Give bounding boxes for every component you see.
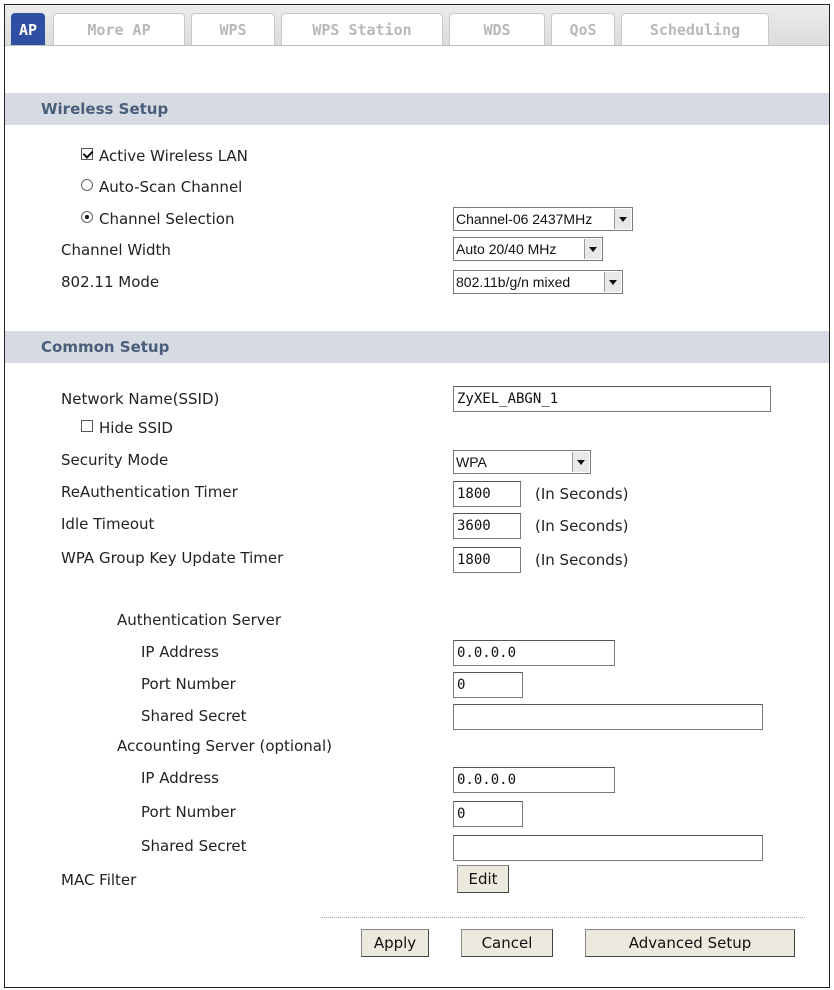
auth-server-title: Authentication Server (117, 611, 282, 629)
tab-qos[interactable]: QoS (551, 13, 615, 45)
wireless-settings-panel (4, 4, 830, 988)
auth-ip-label: IP Address (141, 643, 219, 661)
mac-filter-edit-button[interactable]: Edit (457, 865, 509, 893)
hide-ssid-checkbox[interactable] (81, 420, 93, 432)
group-key-timer-label: WPA Group Key Update Timer (61, 549, 284, 567)
group-key-seconds-unit: (In Seconds) (535, 551, 629, 569)
common-setup-header: Common Setup (5, 331, 829, 363)
channel-select[interactable] (453, 207, 633, 231)
advanced-setup-button[interactable]: Advanced Setup (585, 929, 795, 957)
mode-select[interactable] (453, 270, 623, 294)
chevron-down-icon (572, 452, 589, 472)
auto-scan-channel-radio[interactable] (81, 179, 93, 191)
security-mode-select[interactable] (453, 450, 591, 474)
auth-ip-input[interactable]: 0.0.0.0 (453, 640, 615, 666)
channel-width-value: Auto 20/40 MHz (456, 241, 557, 257)
mac-filter-label: MAC Filter (61, 871, 137, 889)
channel-select-value: Channel-06 2437MHz (456, 211, 593, 227)
acct-server-title: Accounting Server (optional) (117, 737, 332, 755)
acct-ip-input[interactable]: 0.0.0.0 (453, 767, 615, 793)
auth-secret-input[interactable] (453, 704, 763, 730)
auto-scan-channel-label: Auto-Scan Channel (99, 178, 243, 196)
tab-ap[interactable]: AP (11, 13, 45, 45)
tab-wds[interactable]: WDS (449, 13, 545, 45)
tab-more-ap[interactable]: More AP (53, 13, 185, 45)
tab-scheduling[interactable]: Scheduling (621, 13, 769, 45)
chevron-down-icon (614, 209, 631, 229)
acct-secret-label: Shared Secret (141, 837, 247, 855)
reauth-timer-label: ReAuthentication Timer (61, 483, 238, 501)
apply-button[interactable]: Apply (361, 929, 429, 957)
idle-seconds-unit: (In Seconds) (535, 517, 629, 535)
idle-timeout-label: Idle Timeout (61, 515, 155, 533)
acct-port-label: Port Number (141, 803, 236, 821)
security-mode-value: WPA (456, 454, 487, 470)
active-wireless-lan-checkbox[interactable] (81, 148, 93, 160)
active-wireless-lan-label: Active Wireless LAN (99, 147, 248, 165)
tab-wps[interactable]: WPS (191, 13, 275, 45)
acct-secret-input[interactable] (453, 835, 763, 861)
mode-label: 802.11 Mode (61, 273, 160, 291)
ssid-input[interactable]: ZyXEL_ABGN_1 (453, 386, 771, 412)
tab-wps-station[interactable]: WPS Station (281, 13, 443, 45)
chevron-down-icon (584, 239, 601, 259)
auth-secret-label: Shared Secret (141, 707, 247, 725)
reauth-timer-input[interactable]: 1800 (453, 481, 521, 507)
idle-timeout-input[interactable]: 3600 (453, 513, 521, 539)
mode-select-value: 802.11b/g/n mixed (456, 274, 571, 290)
auth-port-label: Port Number (141, 675, 236, 693)
hide-ssid-label: Hide SSID (99, 419, 173, 437)
ssid-label: Network Name(SSID) (61, 390, 220, 408)
group-key-timer-input[interactable]: 1800 (453, 547, 521, 573)
acct-ip-label: IP Address (141, 769, 219, 787)
wireless-setup-header: Wireless Setup (5, 93, 829, 125)
channel-selection-label: Channel Selection (99, 210, 235, 228)
acct-port-input[interactable]: 0 (453, 801, 523, 827)
button-divider (321, 917, 805, 918)
reauth-seconds-unit: (In Seconds) (535, 485, 629, 503)
auth-port-input[interactable]: 0 (453, 672, 523, 698)
channel-width-label: Channel Width (61, 241, 171, 259)
channel-selection-radio[interactable] (81, 211, 93, 223)
chevron-down-icon (604, 272, 621, 292)
tab-bar (5, 5, 829, 46)
channel-width-select[interactable] (453, 237, 603, 261)
security-mode-label: Security Mode (61, 451, 169, 469)
cancel-button[interactable]: Cancel (461, 929, 553, 957)
